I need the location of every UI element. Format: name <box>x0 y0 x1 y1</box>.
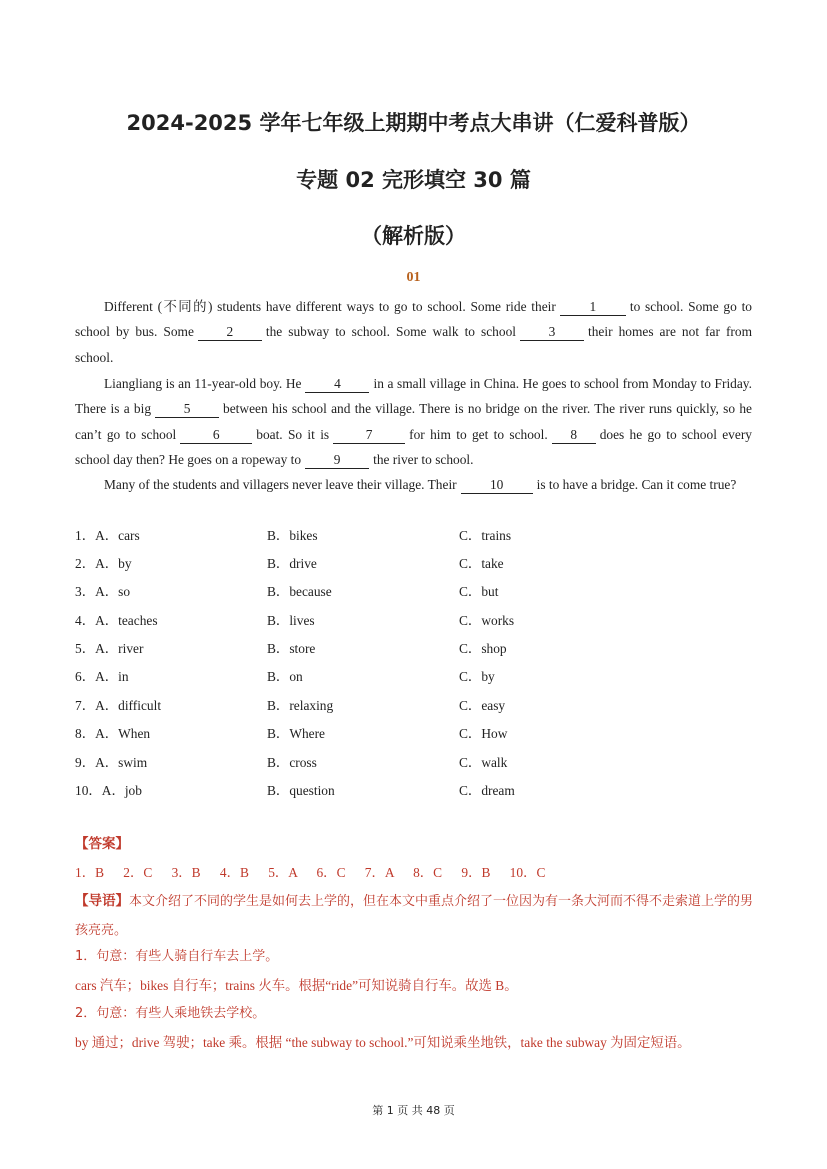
answer-key-item: 10．C <box>509 865 546 880</box>
blank-2: 2 <box>198 324 262 341</box>
option-b: B．cross <box>267 755 317 770</box>
answer-key-item: 3．B <box>171 865 201 880</box>
answer-key-item: 9．B <box>461 865 491 880</box>
option-c: C．works <box>459 613 515 628</box>
paragraph-text: the river to school. <box>373 451 474 467</box>
paragraph-text: in a small village in China. He goes to school from Monday to Friday. There is a big <box>75 376 752 417</box>
answer-key-item: 8．C <box>413 865 443 880</box>
paragraph-text: boat. So it is <box>256 426 330 442</box>
question-2-explanation: by 通过；drive 驾驶；take 乘。根据 “the subway to school.”可知说乘坐地铁，take the subway 为固定短语。 <box>75 1035 691 1050</box>
answer-heading <box>75 831 755 857</box>
option-b: B．on <box>267 669 303 684</box>
option-row-1 <box>75 526 752 546</box>
option-row-6 <box>75 667 752 687</box>
blank-9: 9 <box>305 452 369 469</box>
passage-number: 01 <box>406 270 421 285</box>
paragraph-text: their homes are not far from school. <box>75 324 752 365</box>
blank-3: 3 <box>520 324 584 341</box>
blank-5: 5 <box>155 401 219 418</box>
paragraph-text: Many of the students and villagers never leave their village. Their <box>104 477 457 492</box>
document-subtitle: 专题 02 完形填空 30 篇 <box>296 168 531 192</box>
option-row-7 <box>75 696 752 716</box>
blank-7: 7 <box>333 427 405 444</box>
option-b: B．store <box>267 641 316 656</box>
option-a: 8．A．When <box>75 726 151 741</box>
answer-label: 【答案】 <box>75 836 129 852</box>
paragraph-text: to school. Some go to school by bus. Some <box>75 299 752 340</box>
blank-4: 4 <box>305 376 369 393</box>
answer-key-item: 1．B <box>75 865 105 880</box>
passage-paragraph-1 <box>75 294 752 370</box>
option-a: 6．A．in <box>75 669 129 684</box>
option-c: C．but <box>459 584 499 599</box>
guide-text: 本文介绍了不同的学生是如何去上学的，但在本文中重点介绍了一位因为有一条大河而不得不走索道上学的男孩亮亮。 <box>75 894 754 938</box>
option-row-5 <box>75 639 752 659</box>
option-a: 5．A．river <box>75 641 144 656</box>
passage-paragraph-2 <box>75 371 752 472</box>
option-a: 1．A．cars <box>75 528 140 543</box>
option-c: C．walk <box>459 755 508 770</box>
option-c: C．dream <box>459 783 515 798</box>
passage-paragraph-3 <box>75 472 752 497</box>
question-2-meaning: 2．句意：有些人乘地铁去学校。 <box>75 1006 266 1021</box>
option-c: C．trains <box>459 528 512 543</box>
option-b: B．bikes <box>267 528 318 543</box>
option-b: B．Where <box>267 726 326 741</box>
option-b: B．drive <box>267 556 317 571</box>
answer-key-item: 4．B <box>219 865 249 880</box>
option-row-4 <box>75 611 752 631</box>
paragraph-text: Different (不同的) students have different ways to go to school. Some ride their <box>104 299 556 314</box>
paragraph-text: between his school and the village. There is no bridge on the river. The river runs quickly, so he can’t go to school <box>75 401 752 442</box>
answer-key <box>75 860 755 885</box>
option-row-3 <box>75 582 752 602</box>
option-b: B．lives <box>267 613 315 628</box>
option-c: C．shop <box>459 641 507 656</box>
option-a: 10．A．job <box>75 783 142 798</box>
page-number-footer: 第 1 页 共 48 页 <box>372 1104 455 1117</box>
question-1-explanation: cars 汽车；bikes 自行车；trains 火车。根据“ride”可知说骑自行车。故选 B。 <box>75 978 518 993</box>
paragraph-text: is to have a bridge. Can it come true? <box>536 477 737 492</box>
guide-paragraph <box>75 887 755 945</box>
blank-8: 8 <box>552 427 596 444</box>
paragraph-text: the subway to school. Some walk to school <box>265 324 516 340</box>
option-a: 9．A．swim <box>75 755 148 770</box>
answer-key-item: 6．C <box>316 865 346 880</box>
option-a: 3．A．so <box>75 584 131 599</box>
option-a: 7．A．difficult <box>75 698 162 713</box>
option-c: C．take <box>459 556 504 571</box>
option-c: C．How <box>459 726 508 741</box>
document-edition-label: （解析版） <box>361 224 466 248</box>
option-b: B．because <box>267 584 332 599</box>
answer-key-item: 2．C <box>123 865 153 880</box>
option-row-9 <box>75 753 752 773</box>
option-a: 4．A．teaches <box>75 613 158 628</box>
paragraph-text: does he go to school every school day then? He goes on a ropeway to <box>75 426 752 467</box>
blank-1: 1 <box>560 299 626 316</box>
option-row-10 <box>75 781 752 801</box>
blank-10: 10 <box>461 477 533 494</box>
option-b: B．question <box>267 783 335 798</box>
option-row-8 <box>75 724 752 744</box>
paragraph-text: Liangliang is an 11-year-old boy. He <box>104 376 302 391</box>
question-1-meaning: 1．句意：有些人骑自行车去上学。 <box>75 949 279 964</box>
option-c: C．easy <box>459 698 506 713</box>
guide-label: 【导语】 <box>75 893 129 909</box>
option-b: B．relaxing <box>267 698 334 713</box>
paragraph-text: for him to get to school. <box>409 426 548 442</box>
blank-6: 6 <box>180 427 252 444</box>
option-a: 2．A．by <box>75 556 132 571</box>
answer-key-item: 5．A <box>268 865 298 880</box>
answer-key-item: 7．A <box>364 865 395 880</box>
option-c: C．by <box>459 669 495 684</box>
option-row-2 <box>75 554 752 574</box>
document-title: 2024-2025 学年七年级上期期中考点大串讲（仁爱科普版） <box>126 111 701 135</box>
